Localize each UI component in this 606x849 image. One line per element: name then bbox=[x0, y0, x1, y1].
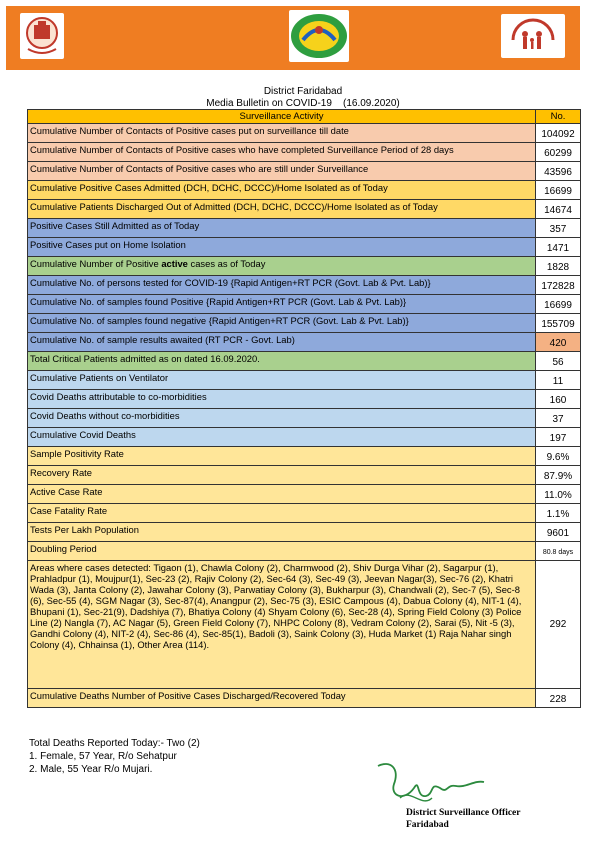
row-label: Cumulative Number of Contacts of Positive cases who have completed Surveillance Period of 28 days bbox=[28, 143, 536, 162]
death-detail-1: 1. Female, 57 Year, R/o Sehatpur bbox=[29, 751, 177, 762]
row-value: 43596 bbox=[536, 162, 581, 181]
row-value: 9.6% bbox=[536, 447, 581, 466]
table-row bbox=[28, 219, 581, 238]
row-label: Cumulative No. of samples found negative {Rapid Antigen+RT PCR (Govt. Lab & Pvt. Lab)} bbox=[28, 314, 536, 333]
table-row bbox=[28, 504, 581, 523]
health-department-logo bbox=[289, 10, 349, 62]
row-label: Active Case Rate bbox=[28, 485, 536, 504]
row-label: Cumulative Positive Cases Admitted (DCH, DCHC, DCCC)/Home Isolated as of Today bbox=[28, 181, 536, 200]
table-row bbox=[28, 238, 581, 257]
haryana-emblem-logo bbox=[20, 13, 64, 59]
row-label: Covid Deaths without co-morbidities bbox=[28, 409, 536, 428]
row-value: 80.8 days bbox=[536, 542, 581, 561]
table-row bbox=[28, 276, 581, 295]
column-header-no: No. bbox=[536, 110, 581, 124]
table-row bbox=[28, 409, 581, 428]
table-row bbox=[28, 466, 581, 485]
row-label: Cumulative Number of Contacts of Positive cases who are still under Surveillance bbox=[28, 162, 536, 181]
column-header-activity: Surveillance Activity bbox=[28, 110, 536, 124]
surveillance-table bbox=[27, 109, 581, 708]
table-row bbox=[28, 162, 581, 181]
table-row bbox=[28, 295, 581, 314]
table-row bbox=[28, 143, 581, 162]
row-value: 16699 bbox=[536, 181, 581, 200]
row-value: 104092 bbox=[536, 124, 581, 143]
row-value: 197 bbox=[536, 428, 581, 447]
row-label: Sample Positivity Rate bbox=[28, 447, 536, 466]
table-row bbox=[28, 428, 581, 447]
table-row bbox=[28, 352, 581, 371]
table-row bbox=[28, 485, 581, 504]
row-value: 11.0% bbox=[536, 485, 581, 504]
table-row bbox=[28, 181, 581, 200]
row-value: 11 bbox=[536, 371, 581, 390]
table-row bbox=[28, 124, 581, 143]
row-label-bold: active bbox=[161, 258, 188, 269]
row-label: Areas where cases detected: Tigaon (1), Chawla Colony (2), Charmwood (2), Shiv Durga Vihar (2), Sagarpur (1), Prahladpur (1), Moujpur(1), Sec-23 (2), Rajiv Colony (2), Sec-64 (3), Sec-49 (3), Jeevan Nagar(3), Sec-76 (2), Khatri Wada (3), Janta Colony (2), Jawahar Colony (3), Parwatiay Colony (3), Bukharpur (3), Chandwali (2), Sec-7 (5), Sec-8 (6), Sec-55 (4), SGM Nagar (3), Sec-87(4), Anangpur (2), Sec-75 (3), ESIC Campous (4), Dabua Colony (4), NIT-1 (4), Bhupani (1), Sec-21(9), Dadshiya (7), Bhatiya Colony (4) Shyam Colony (6), Sec-28 (4), Spring Field Colony (3) Police Line (2) Nangla (7), AC Nagar (5), Green Field Colony (7), NHPC Colony (8), Vedram Colony (2), Sarai (5), Nit -5 (3), Gandhi Colony (4), NIT-2 (4), Sec-86 (4), Sec-85(1), Badoli (3), Saink Colony (3), Huda Market (1) Raja Nahar singh Colony (4), Chhainsa (1), Other Area (114). bbox=[28, 561, 536, 689]
officer-title: District Surveillance Officer bbox=[406, 808, 521, 818]
officer-place: Faridabad bbox=[406, 820, 449, 830]
row-label: Cumulative No. of sample results awaited (RT PCR - Govt. Lab) bbox=[28, 333, 536, 352]
row-label-text: Cumulative Number of Positive bbox=[30, 258, 162, 269]
table-row bbox=[28, 314, 581, 333]
death-detail-2: 2. Male, 55 Year R/o Mujari. bbox=[29, 764, 153, 775]
row-value: 87.9% bbox=[536, 466, 581, 485]
row-label bbox=[28, 257, 536, 276]
row-value: 1471 bbox=[536, 238, 581, 257]
row-label: Cumulative No. of persons tested for COVID-19 {Rapid Antigen+RT PCR (Govt. Lab & Pvt. Lab)} bbox=[28, 276, 536, 295]
row-value: 155709 bbox=[536, 314, 581, 333]
national-health-mission-logo bbox=[501, 14, 565, 58]
row-label-text: cases as of Today bbox=[187, 258, 266, 269]
table-row bbox=[28, 371, 581, 390]
table-row bbox=[28, 689, 581, 708]
row-value: 9601 bbox=[536, 523, 581, 542]
table-row bbox=[28, 523, 581, 542]
row-label: Positive Cases Still Admitted as of Today bbox=[28, 219, 536, 238]
row-value: 37 bbox=[536, 409, 581, 428]
table-row bbox=[28, 447, 581, 466]
row-value: 172828 bbox=[536, 276, 581, 295]
row-value: 16699 bbox=[536, 295, 581, 314]
row-label: Cumulative Number of Contacts of Positive cases put on surveillance till date bbox=[28, 124, 536, 143]
row-label: Doubling Period bbox=[28, 542, 536, 561]
row-value: 56 bbox=[536, 352, 581, 371]
row-value: 14674 bbox=[536, 200, 581, 219]
table-row bbox=[28, 542, 581, 561]
bulletin-title: Media Bulletin on COVID-19 (16.09.2020) bbox=[206, 98, 400, 109]
row-label: Total Critical Patients admitted as on dated 16.09.2020. bbox=[28, 352, 536, 371]
row-label: Cumulative Covid Deaths bbox=[28, 428, 536, 447]
row-label: Cumulative No. of samples found Positive {Rapid Antigen+RT PCR (Govt. Lab & Pvt. Lab)} bbox=[28, 295, 536, 314]
row-value: 357 bbox=[536, 219, 581, 238]
row-label: Cumulative Deaths Number of Positive Cases Discharged/Recovered Today bbox=[28, 689, 536, 708]
row-value: 228 bbox=[536, 689, 581, 708]
table-row bbox=[28, 390, 581, 409]
row-value: 1828 bbox=[536, 257, 581, 276]
row-value: 420 bbox=[536, 333, 581, 352]
deaths-today-text: Total Deaths Reported Today:- Two (2) bbox=[29, 738, 200, 749]
table-row bbox=[28, 257, 581, 276]
table-row bbox=[28, 561, 581, 689]
row-label: Cumulative Patients Discharged Out of Admitted (DCH, DCHC, DCCC)/Home Isolated as of Today bbox=[28, 200, 536, 219]
row-value: 160 bbox=[536, 390, 581, 409]
row-label: Case Fatality Rate bbox=[28, 504, 536, 523]
row-label: Tests Per Lakh Population bbox=[28, 523, 536, 542]
row-value: 1.1% bbox=[536, 504, 581, 523]
row-value: 60299 bbox=[536, 143, 581, 162]
district-heading: District Faridabad bbox=[263, 86, 343, 97]
table-row bbox=[28, 200, 581, 219]
row-value: 292 bbox=[536, 561, 581, 689]
row-label: Cumulative Patients on Ventilator bbox=[28, 371, 536, 390]
table-header-row bbox=[28, 110, 581, 124]
table-row bbox=[28, 333, 581, 352]
row-label: Recovery Rate bbox=[28, 466, 536, 485]
row-label: Positive Cases put on Home Isolation bbox=[28, 238, 536, 257]
row-label: Covid Deaths attributable to co-morbidities bbox=[28, 390, 536, 409]
